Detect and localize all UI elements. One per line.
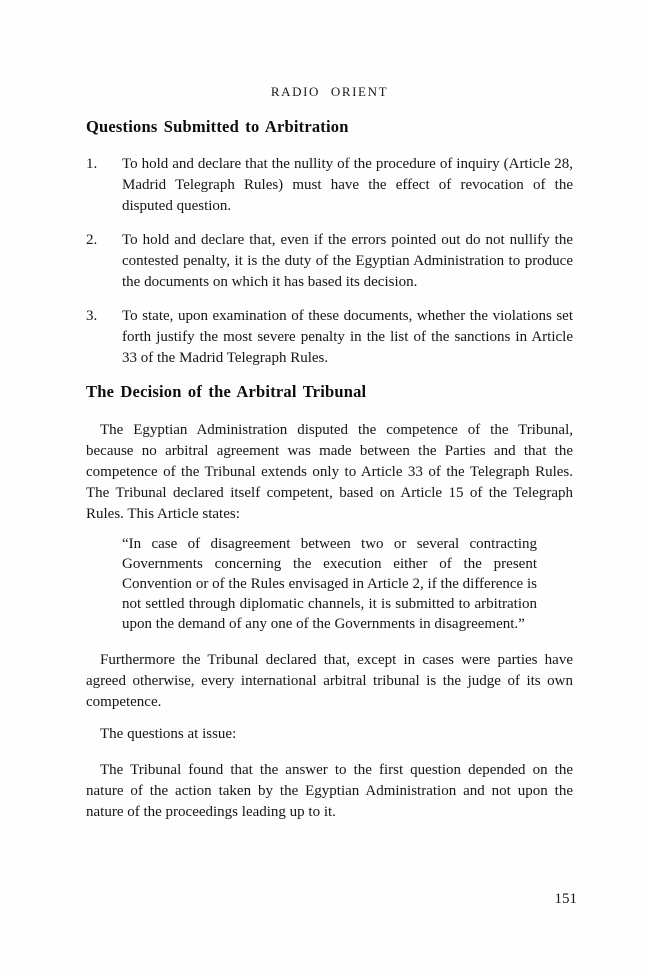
running-head: RADIO ORIENT [270,84,389,99]
list-item-2-number: 2. [86,232,98,248]
list-item-3 [86,306,573,369]
list-item-2-text: To hold and declare that, even if the errors pointed out do not nullify the contested penalty, it is the duty of the Egyptian Administration to produce the documents on which it has based its decision. [122,232,573,290]
list-item-2 [86,230,573,293]
questions-list [86,154,573,369]
paragraph-tribunal-competence: The Egyptian Administration disputed the competence of the Tribunal, because no arbitral agreement was made between the Parties and that the competence of the Tribunal extends only to Article 33 of the Telegraph Rules. The Tribunal declared itself competent, based on Article 15 of the Telegraph Rules. This Article states: [86,422,573,522]
list-item-1 [86,154,573,217]
blockquote-article-15: “In case of disagreement between two or several contracting Governments concerning the execution either of the present Convention or of the Rules envisaged in Article 2, if the difference is not settled through diplomatic channels, it is submitted to arbitration upon the demand of any one of the Governments in disagreement.” [122,536,537,632]
paragraph-tribunal-finding: The Tribunal found that the answer to the first question depended on the nature of the action taken by the Egyptian Administration and not upon the nature of the proceedings leading up to it. [86,762,573,820]
paragraph-furthermore: Furthermore the Tribunal declared that, except in cases were parties have agreed otherwise, every international arbitral tribunal is the judge of its own competence. [86,652,573,710]
list-item-3-number: 3. [86,308,98,324]
heading-decision-tribunal: The Decision of the Arbitral Tribunal [86,382,367,401]
list-item-1-number: 1. [86,156,98,172]
page-number: 151 [554,891,577,907]
heading-questions-submitted: Questions Submitted to Arbitration [86,117,349,136]
list-item-1-text: To hold and declare that the nullity of the procedure of inquiry (Article 28, Madrid Telegraph Rules) must have the effect of revocation of the disputed question. [122,156,573,214]
list-item-3-text: To state, upon examination of these documents, whether the violations set forth justify the most severe penalty in the list of the sanctions in Article 33 of the Madrid Telegraph Rules. [122,308,573,366]
paragraph-questions-at-issue: The questions at issue: [100,726,237,742]
